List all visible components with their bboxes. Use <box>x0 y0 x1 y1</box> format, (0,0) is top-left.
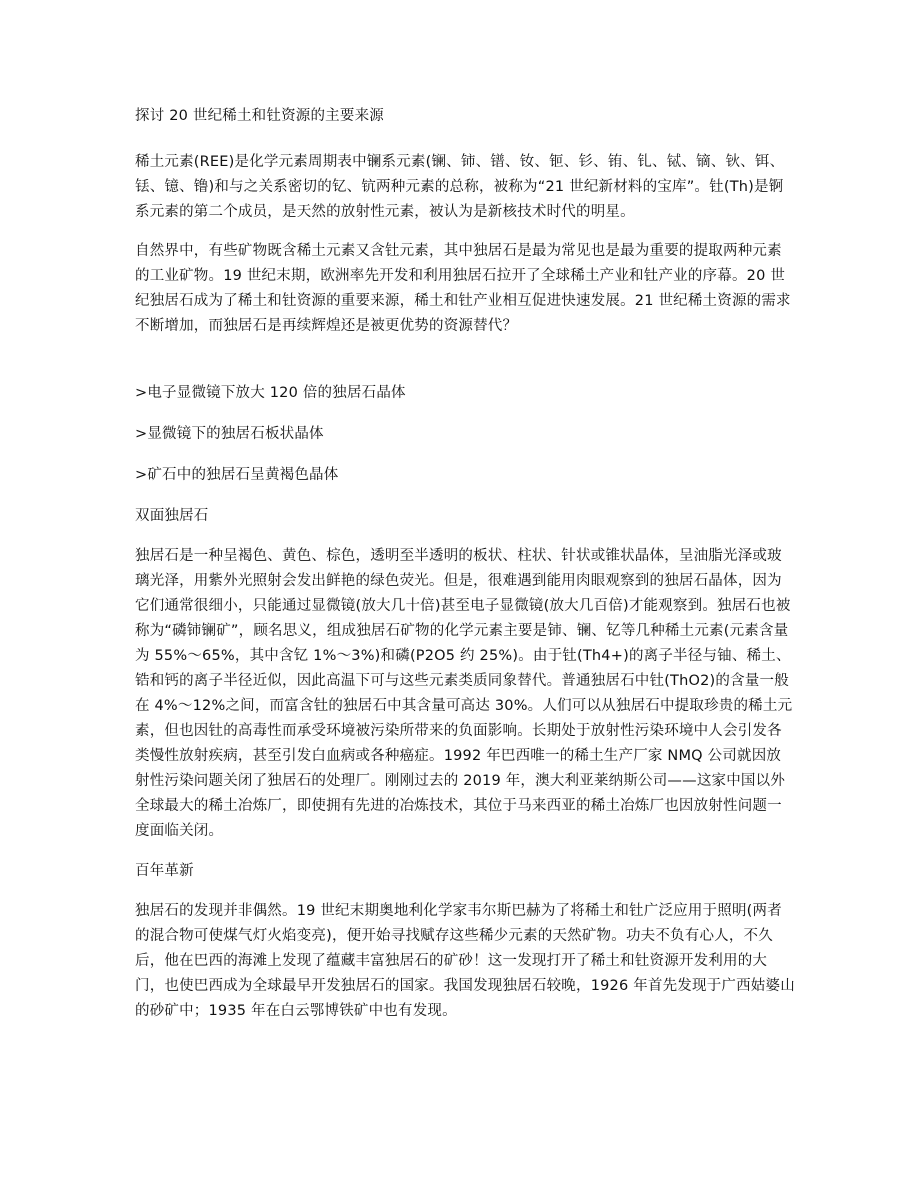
image-caption-2: >显微镜下的独居石板状晶体 <box>135 426 324 442</box>
section-heading-century-innovation: 百年革新 <box>135 863 194 879</box>
document-title: 探讨 20 世纪稀土和钍资源的主要来源 <box>135 108 384 124</box>
image-caption-3: >矿石中的独居石呈黄褐色晶体 <box>135 467 339 483</box>
intro-paragraph-2: 自然界中，有些矿物既含稀土元素又含钍元素，其中独居石是最为常见也是最为重要的提取两种元素的工业矿物。19 世纪末期，欧洲率先开发和利用独居石拉开了全球稀土产业和钍产业的序幕。20 世纪独居石成为了稀土和钍资源的重要来源，稀土和钍产业相互促进快速发展。21 世纪稀土资源的需求不断增加，而独居石是再续辉煌还是被更优势的资源替代？ <box>135 243 791 334</box>
section-body-century-innovation: 独居石的发现并非偶然。19 世纪末期奥地利化学家韦尔斯巴赫为了将稀土和钍广泛应用于照明(两者的混合物可使煤气灯火焰变亮)，便开始寻找赋存这些稀少元素的天然矿物。功夫不负有心人，不久后，他在巴西的海滩上发现了蕴藏丰富独居石的矿砂！这一发现打开了稀土和钍资源开发利用的大门，也使巴西成为全球最早开发独居石的国家。我国发现独居石较晚，1926 年首先发现于广西姑婆山的砂矿中；1935 年在白云鄂博铁矿中也有发现。 <box>135 903 795 1019</box>
section-body-dual-monazite: 独居石是一种呈褐色、黄色、棕色，透明至半透明的板状、柱状、针状或锥状晶体，呈油脂光泽或玻璃光泽，用紫外光照射会发出鲜艳的绿色荧光。但是，很难遇到能用肉眼观察到的独居石晶体，因为它们通常很细小，只能通过显微镜(放大几十倍)甚至电子显微镜(放大几百倍)才能观察到。独居石也被称为“磷铈镧矿”，顾名思义，组成独居石矿物的化学元素主要是铈、镧、钇等几种稀土元素(元素含量为 55%～65%，其中含钇 1%～3%)和磷(P2O5 约 25%)。由于钍(Th4+)的离子半径与铀、稀土、锆和钙的离子半径近似，因此高温下可与这些元素类质同象替代。普通独居石中钍(ThO2)的含量一般在 4%～12%之间，而富含钍的独居石中其含量可高达 30%。人们可以从独居石中提取珍贵的稀土元素，但也因钍的高毒性而承受环境被污染所带来的负面影响。长期处于放射性污染环境中人会引发各类慢性放射疾病，甚至引发白血病或各种癌症。1992 年巴西唯一的稀土生产厂家 NMQ 公司就因放射性污染问题关闭了独居石的处理厂。刚刚过去的 2019 年，澳大利亚莱纳斯公司——这家中国以外全球最大的稀土冶炼厂，即使拥有先进的冶炼技术，其位于马来西亚的稀土冶炼厂也因放射性问题一度面临关闭。 <box>135 548 793 839</box>
section-heading-dual-monazite: 双面独居石 <box>135 508 209 524</box>
image-caption-1: >电子显微镜下放大 120 倍的独居石晶体 <box>135 385 406 401</box>
intro-paragraph-1: 稀土元素(REE)是化学元素周期表中镧系元素(镧、铈、镨、钕、钷、钐、铕、钆、铽、镝、钬、铒、铥、镱、镥)和与之关系密切的钇、钪两种元素的总称，被称为“21 世纪新材料的宝库”。钍(Th)是锕系元素的第二个成员，是天然的放射性元素，被认为是新核技术时代的明星。 <box>135 154 785 220</box>
document-page <box>135 104 795 1039</box>
